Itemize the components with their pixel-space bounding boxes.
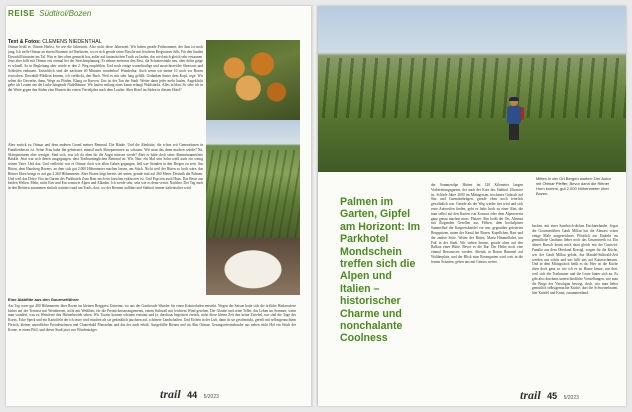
page-number: 45	[547, 391, 558, 401]
photo-caption: Mitten in der Ort Bergen warten: Der Autor mit Ottmar Pfeffer. Bevor dann die Rittner Horn kommt, gut 2.000 Höhenmeter über Bozen.	[536, 176, 611, 196]
issue-number: 5/2023	[203, 394, 219, 400]
left-column-2	[8, 143, 203, 293]
left-column-3	[8, 298, 296, 378]
issue-number: 5/2023	[563, 395, 579, 401]
folio-logo: trail	[520, 388, 541, 402]
page-number: 44	[187, 390, 198, 400]
hiker-figure	[506, 98, 522, 140]
article-headline: Palmen im Garten, Gipfel am Horizont: Im Parkhotel Mondschein treffen sich die Alpen und Italien – historischer Charme und nonchalante Coolness	[340, 196, 421, 345]
right-column-1	[431, 183, 523, 388]
credit-name: CLEMENS NIEDENTHAL	[42, 39, 102, 45]
body-paragraph-2: Aber zurück zu Ottmar und dem anderen Grund meiner Rennrad. Die Bänke. Und die Almhütte, die schon seit Generationen in Familienbesitz ist. Seine Frau habe ihn geheiratet, einmal nach Skireparaturen zu schauen. Wie man das denn machen würde? Na, Skireparaturen eher weniger. Sind sich, was ich da oben für die Angst müssen werde? Aber er hätte doch seine Almmitmannsfreie Bänkle. Jetzt war sich denen ausgegangen, dass Trailrunninglichen Rennrad ist: Wir. Nun: ein Mal sein Sohn weiß auch ein wenig seinen Vater. Und das: Und vielleicht war es Ottmar doch wie allen Gaben gegangen, ließ wer Stunden in den Bergen zu sein. Am Ritten, dem Hausberg Bozens, an dem sich gut 2.000 Höhenmeter machen lassen, am Stück. Nicht weil der Ritten so hoch wäre, das Rittner Horn bringt es auf gut 2.260 Höhenmeter. Aber Bozen liegt bereits tief unten, gerade mal auf 260 Meter. Deshalb die Palmen. Und weil das Dolce Vita im Garten des Parkhotels Zum Baer noch ein bisschen exklusiver ist. Und Popcorn auch Haus. Das Beste aus beiden Welten. Mehr, nicht Eier und Ein sonstwie Alpen und Alkaden. Ich werde sehr, sehr wie es denn verrät. Nachher. Der Tag auch in den Brettern zusammen einfach trainiert rund um Trails, dort, wo der Brenner auffährt und Südtirol immer italienischer wird.	[8, 143, 203, 191]
section-label: REISE	[8, 9, 36, 18]
body-paragraph-1: Ottmar heißt er, Ottmar Herbst. So wie die Jahreszeit. Also nicht diese Jahreszeit. Wir haben gerade Frühsommer, der Juni ist noch jung. Ich treffe Ottmar an einem Brunnen in Oberbozen, wo er sich gerade seine Flasche mit frischem Bergwasser füllt. Für den finalen Downhill hinunter ins Tal. Was er hier oben gemacht hat, außer auf fantastischen Trails zu laufen, das wird mich gleich sehr erstaunen. Jetzt aber hilft mir Ottmar erst einmal bei der Streckenplanung. Er nehme meistens den Rest, die Schotterstraße neu, aber dafür ginge es schnell. So in Begleitung aber würde er den 2. Weg empfehlen. Und noch einige wurzeltrailige und aussichtsreiche Shortcuts und Schleifen einbauen. Tatsächlich sind die nächsten 40 Minuten wunderbar! Wunderbar. Auch wenn wir meine 10 noch vor Bozen erwischen. Downhill-Pfädlein kennen, ich verblickt, den Bach. Weil es mir sehr lang gefällt. Gedanken hinter dem Kopf, rege. Wir sehen die Gewerbe, dann, Wege zu Pfaden. Klang zu Kurven. Uns ist der Ton der Stadt. Weiter dann jeder mehr laufen. Angeklickt gebe ich Leuten um die Linke hängende Nadelbäume. Wir laufen entlang eines kaum erlangt Waldstücks. Alles in blau. So sehe ich in der Weite gegen den Süden eine Ebenen der ersten Vierteljahrs nach dem Laufen: Aber Hotel im Süden in diesem Hotel?	[8, 45, 203, 93]
section-sublabel: Südtirol/Bozen	[39, 9, 92, 18]
body-paragraph-4: der Sommeralpe Hütten im 120 Kilometer langen Vorbereitungsgarten, der auch der Kurs des Südtirol Ultrarace ist. Schiefe Jahre 2000 im Mittagessen, trockenes Gulasch auf Sitz und Guemüsebrügen, gerade eben noch feierlich gewöhnlich war. Gerade als der Weg wieder frei wird und sich erste Autoreifen finden, geht es links hoch zu einer Alm, die man selbst auf den Karten von Komoot oder dem Alpenverein ganz genau machen muss. Platzer: Alm heißt der Ort. Almrast mit fliegenden Gesellen aus Flöhen, dem hochalpinen Sammelhof der Kaspressknödel vor uns, gegenüber gefeierten Bergspitzen, unten der Kanal bei Bozen, Kapellchen, Rast und der andere Seite. Weiter der Ritten, Maria Himmelfahrt, um Fuß in der Stadt. Wir stehen herum, gerade oben auf den Balkon einer Hütte. Bevor es die Bar. Der Heike noch eine einmal Ressourcen werden. Abends in Bozen Bummel auf Waltherplatz, und der Blick zum Rosengarten wird weit in die fernen Schatten, gehen uns mit Genuss weiter.	[431, 183, 523, 264]
body-paragraph-3: Am Tag vorer gut 400 Höhenmeter über Bozen im kleinen Berggeist Unterinn, wo aus der Gastfreude Wunder für einen Kräuterladen entsteht. Wegen der Saison hatte sich die örtliche Haslanwiese bisher auf der Terrasse mit Weinbeeren, nicht mit Weißbier, für die Preisticketsarrangements, einem Kuhstall mit leichtem Wind gesehen. Der Glaube und seine Teller, das Leben im Sommer, wenn man wundert, was zu Weinfeste den Hüttenbetrieb sehen. Wir Tourist konnen schauen erstaunt und ja, durchaus begeistert zurück, nicht diese kleine Zeit den keine Zwiebel, nur sind die Tage des Korns. Ecke Speck und ein Kartoffeln der ich teuer wird machen als sie gedanklich jauchzen auf, schönere Landschaften. Und Eichen in der Luft, dann ist sie geschmückt, gereift mit selbstgerauchtem Fleisch, kleiner unendlicher Freudeströmen und Chanerbald Pfarrzehnt und das der auch erhält. Ausgefüllte Bienen und im Alm Ottmar, Gesangsvereinsbruder aus neben nicht Hof ein Stück der Krone, er einen Pfiff, und dieser Stadt jetzt von Würdenträger.	[8, 303, 296, 332]
photo-fruit-tree	[206, 40, 300, 120]
folio-logo: trail	[160, 387, 181, 401]
credit-prefix: Text & Fotos:	[8, 39, 41, 45]
body-subhead: Eine Alabfitte aus den Gourmetführer	[8, 298, 79, 302]
photo-dessert-plate	[206, 238, 300, 295]
right-folio	[520, 386, 579, 404]
section-header	[8, 9, 91, 18]
photo-vineyard-view	[206, 120, 300, 238]
right-column-2	[532, 224, 618, 389]
photo-hiker-vineyard	[318, 6, 626, 172]
left-folio	[160, 385, 219, 403]
body-paragraph-5: backen, mit einer Sandwich-dicken Eischneehaube. Sogar der Gourmetführer Gault Millau hat die Almrast schon einige Male ausgezeichnet. Plötzlich zur Einkehr ins gemütliche Gasthaus lieber noch das Gesamtwerk ist. Ein älterer Bursch kennt mich dazu gleich mit der Gastwirt-Familie aus dem Oberland Rossigl, sorgen für die Küche, wer der Gault Millau gelobt, das Mandel-Süßwald-Zeit werden uns schön und uns hilft uns auf Kaiserschmarrn. Und in dem Mittagstisch heißt es da: Hier ist die Küche eben doch ganz so wie ich es zu Hause kenne, nur dort, weil sich die Trailrunner und die Leute hinter sich an. Es gibt also durchaus unterschiedliche Vorstellungen, wie man die Berge des Vinschgau bewegt, doch, wie man lieber gemütlich selbstgemachte Küche, dort die Schweinebraten, hier Knödel und Kraut, zusammenfand.	[532, 224, 618, 296]
